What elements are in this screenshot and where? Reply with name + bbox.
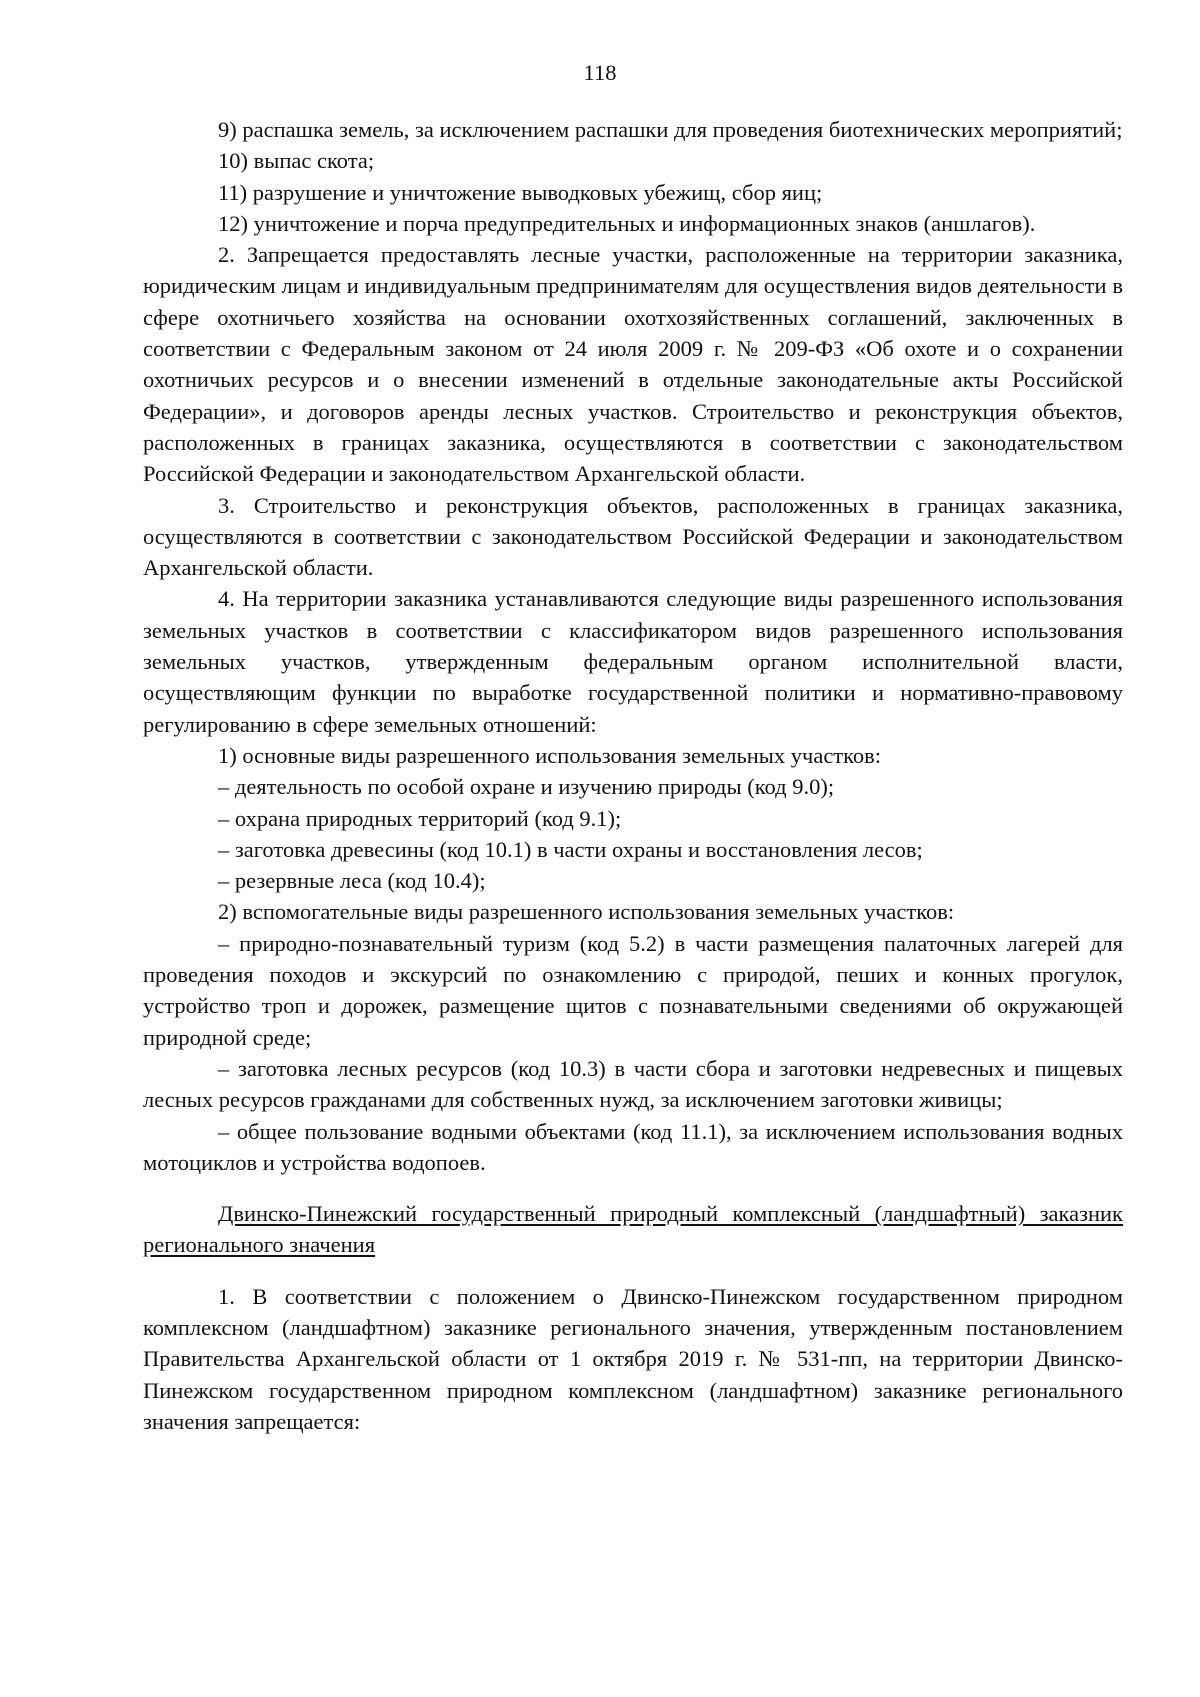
use-item: – заготовка лесных ресурсов (код 10.3) в части сбора и заготовки недревесных и пищевых лесных ресурсов гражданами для собственных нужд, за исключением заготовки живицы; [143,1055,1123,1113]
list-item-10: 10) выпас скота; [218,148,375,174]
use-item: – резервные леса (код 10.4); [218,868,486,894]
paragraph-3: 3. Строительство и реконструкция объектов, расположенных в границах заказника, осуществляются в соответствии с законодательством Российской Федерации и законодательством Архангельской области. [143,492,1123,581]
page-number: 118 [583,60,617,85]
list-item-12: 12) уничтожение и порча предупредительных и информационных знаков (аншлагов). [218,210,1036,236]
paragraph-2: 2. Запрещается предоставлять лесные участки, расположенные на территории заказника, юридическим лицам и индивидуальным предпринимателям для осуществления видов деятельности в сфере охотничьего хозяйства на основании охотхозяйственных соглашений, заключенных в соответствии с Федеральным законом от 24 июля 2009 г. № 209-ФЗ «Об охоте и о сохранении охотничьих ресурсов и о внесении изменений в отдельные законодательные акты Российской Федерации», и договоров аренды лесных участков. Строительство и реконструкция объектов, расположенных в границах заказника, осуществляются в соответствии с законодательством Российской Федерации и законодательством Архангельской области. [143,242,1123,487]
use-item: – деятельность по особой охране и изучению природы (код 9.0); [218,774,835,800]
spacer [143,1261,1123,1281]
use-item: – общее пользование водными объектами (код 11.1), за исключением использования водных мотоциклов и устройства водопоев. [143,1118,1123,1175]
list-item-9: 9) распашка земель, за исключением распашки для проведения биотехнических мероприятий; [218,117,1123,142]
paragraph-4: 4. На территории заказника устанавливаются следующие виды разрешенного использования земельных участков в соответствии с классификатором видов разрешенного использования земельных участков, утвержденным федеральным органом исполнительной власти, осуществляющим функции по выработке государственной политики и нормативно-правовому регулированию в сфере земельных отношений: [143,586,1123,737]
use-item: – природно-познавательный туризм (код 5.2) в части размещения палаточных лагерей для проведения походов и экскурсий по ознакомлению с природой, пеших и конных прогулок, устройство троп и дорожек, размещение щитов с познавательными сведениями об окружающей природной среде; [143,930,1123,1050]
section-heading: Двинско-Пинежский государственный природный комплексный (ландшафтный) заказник регионального значения [143,1201,1123,1258]
use-item: – охрана природных территорий (код 9.1); [218,805,622,831]
list-item-11: 11) разрушение и уничтожение выводковых убежищ, сбор яиц; [218,179,823,205]
section-paragraph-1: 1. В соответствии с положением о Двинско-Пинежском государственном природном комплексном (ландшафтном) заказнике регионального значения, утвержденным постановлением Правительства Архангельской области от 1 октября 2019 г. № 531-пп, на территории Двинско-Пинежском государственном природном комплексном (ландшафтном) заказнике регионального значения запрещается: [143,1283,1123,1434]
subheading-main-uses: 1) основные виды разрешенного использования земельных участков: [218,742,882,768]
document-body [143,114,1123,1437]
spacer [143,1178,1123,1198]
use-item: – заготовка древесины (код 10.1) в части охраны и восстановления лесов; [218,836,923,862]
subheading-auxiliary-uses: 2) вспомогательные виды разрешенного использования земельных участков: [218,899,955,925]
